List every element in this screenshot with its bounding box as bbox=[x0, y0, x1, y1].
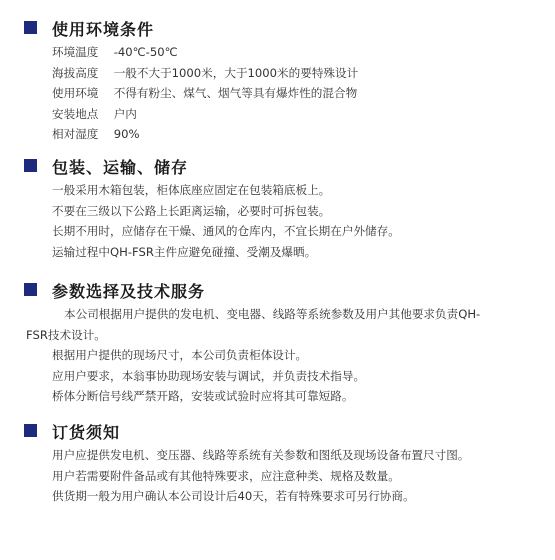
section-heading bbox=[0, 18, 555, 40]
square-bullet-icon bbox=[24, 283, 37, 296]
square-bullet-icon bbox=[24, 159, 37, 172]
paragraph-line: FSR技术设计。 bbox=[26, 327, 106, 342]
section-title: 订货须知 bbox=[52, 423, 121, 442]
paragraph-list bbox=[0, 445, 555, 507]
paragraph-line: 根据用户提供的现场尺寸，本公司负责柜体设计。 bbox=[52, 348, 308, 362]
spec-row bbox=[0, 42, 555, 63]
paragraph-line: 用户应提供发电机、变压器、线路等系统有关参数和图纸及现场设备布置尺寸图。 bbox=[52, 448, 470, 462]
paragraph-line: 不要在三级以下公路上长距离运输，必要时可拆包装。 bbox=[52, 203, 331, 218]
paragraph-line: 桥体分断信号线严禁开路，安装或试验时应将其可靠短路。 bbox=[52, 389, 354, 403]
spec-label: 安装地点 bbox=[52, 106, 99, 121]
spec-value: 不得有粉尘、煤气、烟气等具有爆炸性的混合物 bbox=[113, 86, 358, 100]
paragraph-line: 供货期一般为用户确认本公司设计后40天，若有特殊要求可另行协商。 bbox=[52, 489, 415, 503]
paragraph-list bbox=[0, 304, 555, 407]
spec-value: 户内 bbox=[113, 106, 137, 121]
spec-row bbox=[0, 104, 555, 125]
paragraph-list bbox=[0, 180, 555, 262]
section-title: 包装、运输、储存 bbox=[52, 158, 189, 177]
section-environment bbox=[0, 18, 555, 145]
paragraph-line: 运输过程中QH-FSR主件应避免碰撞、受潮及爆晒。 bbox=[52, 244, 317, 259]
square-bullet-icon bbox=[24, 424, 37, 437]
section-heading bbox=[0, 421, 555, 443]
section-heading bbox=[0, 280, 555, 302]
paragraph-line: 一般采用木箱包装，柜体底座应固定在包装箱底板上。 bbox=[52, 183, 331, 197]
spec-label: 环境温度 bbox=[52, 45, 99, 59]
spec-row bbox=[0, 83, 555, 104]
section-heading bbox=[0, 156, 555, 178]
spec-value: 90% bbox=[113, 127, 140, 141]
spec-value: 一般不大于1000米，大于1000米的要特殊设计 bbox=[113, 65, 359, 80]
spec-value: -40℃-50℃ bbox=[113, 45, 178, 59]
paragraph-line: 长期不用时，应储存在干燥、通风的仓库内，不宜长期在户外储存。 bbox=[52, 224, 400, 238]
spec-label: 使用环境 bbox=[52, 86, 99, 100]
square-bullet-icon bbox=[24, 21, 37, 34]
spec-row bbox=[0, 63, 555, 84]
spec-label: 海拔高度 bbox=[52, 65, 99, 80]
section-parameters-service bbox=[0, 280, 555, 407]
spec-row bbox=[0, 124, 555, 145]
paragraph-line: 用户若需要附件备品或有其他特殊要求，应注意种类、规格及数量。 bbox=[52, 468, 400, 483]
spec-label: 相对湿度 bbox=[52, 127, 99, 141]
paragraph-line: 应用户要求，本翁事协助现场安装与调试，并负责技术指导。 bbox=[52, 368, 366, 383]
paragraph-line: 本公司根据用户提供的发电机、变电器、线路等系统参数及用户其他要求负责QH- bbox=[64, 307, 481, 321]
section-packaging bbox=[0, 156, 555, 262]
section-ordering bbox=[0, 421, 555, 507]
spec-list bbox=[0, 42, 555, 145]
section-title: 参数选择及技术服务 bbox=[52, 282, 206, 301]
section-title: 使用环境条件 bbox=[52, 20, 155, 39]
